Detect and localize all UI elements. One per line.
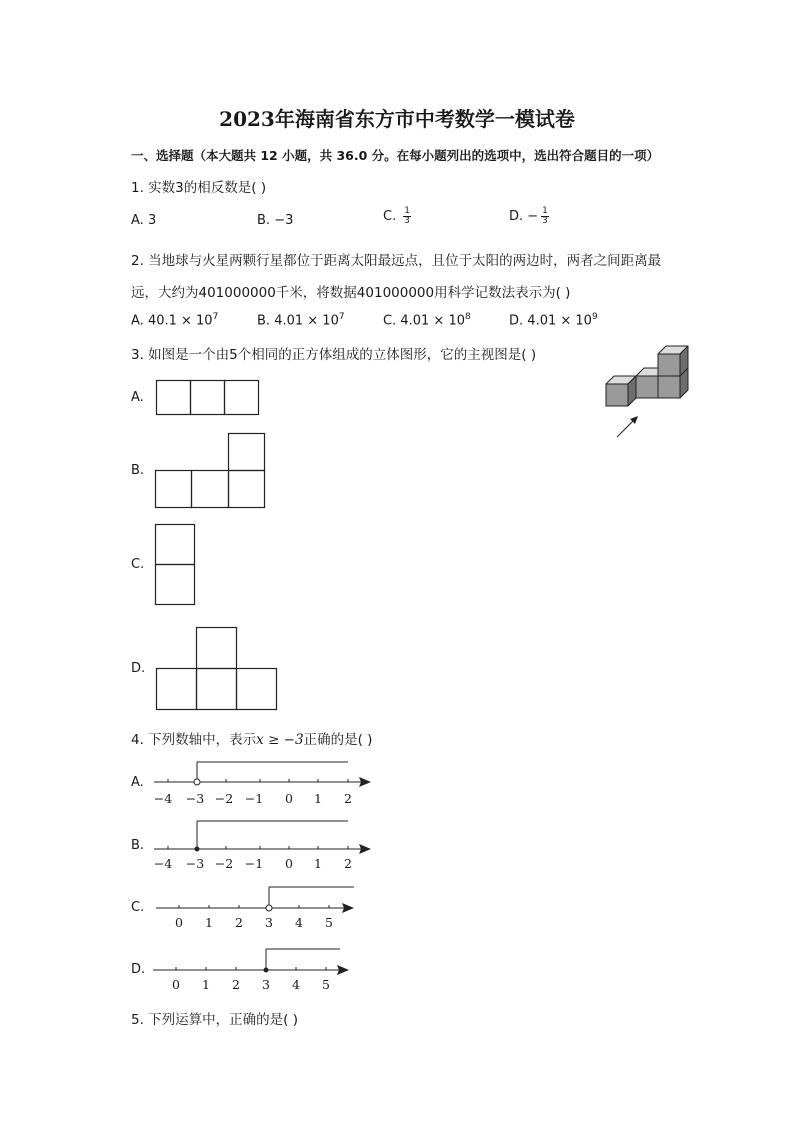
tick-label: 4 <box>292 977 300 992</box>
q1-option-b <box>257 213 293 228</box>
question-2-line-2: 远，大约为401000000千米，将数据401000000用科学记数法表示为( ) <box>131 285 571 301</box>
tick-label: 1 <box>314 856 322 871</box>
q3-option-c-view <box>155 524 197 606</box>
stem-text: 4. 下列数轴中，表示 <box>131 732 257 748</box>
option-label: B. <box>257 313 271 329</box>
tick-label: 5 <box>322 977 330 992</box>
q4-option-a-number-line <box>150 758 375 808</box>
q3-option-b-view <box>155 433 266 509</box>
option-exponent: 7 <box>338 312 345 322</box>
q1-option-a <box>131 213 156 228</box>
tick-label: −4 <box>153 856 173 871</box>
q3-option-d-view <box>156 627 278 711</box>
q2-option-c <box>383 312 471 328</box>
tick-label: 3 <box>265 915 273 930</box>
tick-label: −1 <box>244 856 264 871</box>
q3-option-c-label: C. <box>131 557 145 572</box>
fraction <box>541 207 548 226</box>
tick-label: −3 <box>185 791 205 806</box>
option-label: A. <box>131 213 144 228</box>
tick-label: 0 <box>172 977 180 992</box>
page-title: 2023年海南省东方市中考数学一模试卷 <box>219 107 575 131</box>
question-1-stem: 1. 实数3的相反数是( ) <box>131 180 267 196</box>
tick-label: 4 <box>295 915 303 930</box>
q2-option-a <box>131 312 218 328</box>
option-exponent: 7 <box>212 312 219 322</box>
tick-label: 1 <box>205 915 213 930</box>
tick-label: −2 <box>214 791 234 806</box>
tick-label: 2 <box>235 915 243 930</box>
option-base: 4.01 × 10 <box>274 313 339 329</box>
fraction <box>403 207 410 226</box>
tick-label: 0 <box>175 915 183 930</box>
q2-option-b <box>257 312 345 328</box>
question-5-stem: 5. 下列运算中，正确的是( ) <box>131 1012 298 1028</box>
q4-option-c-number-line <box>150 884 360 934</box>
fraction-numerator: 1 <box>404 206 410 216</box>
fraction-numerator: 1 <box>542 206 548 216</box>
question-3-stem: 3. 如图是一个由5个相同的正方体组成的立体图形，它的主视图是( ) <box>131 347 537 363</box>
q2-option-d <box>509 312 598 328</box>
fraction-denominator: 3 <box>542 216 548 226</box>
q4-option-b-label: B. <box>131 838 145 853</box>
q4-option-c-label: C. <box>131 900 145 915</box>
tick-label: −4 <box>153 791 173 806</box>
cube-solid-figure <box>598 342 698 442</box>
option-value: 3 <box>147 213 157 228</box>
option-label: A. <box>131 313 144 329</box>
minus-sign: − <box>527 209 539 224</box>
tick-label: 3 <box>262 977 270 992</box>
option-base: 4.01 × 10 <box>400 313 466 329</box>
tick-label: 0 <box>285 856 293 871</box>
section-heading: 一、选择题（本大题共 12 小题，共 36.0 分。在每小题列出的选项中，选出符合题目的一项） <box>131 148 660 163</box>
option-base: 40.1 × 10 <box>147 313 213 329</box>
tick-label: 2 <box>232 977 240 992</box>
option-label: D. <box>509 209 524 224</box>
tick-label: 1 <box>314 791 322 806</box>
tick-label: 2 <box>344 791 352 806</box>
fraction-denominator: 3 <box>404 216 410 226</box>
option-value: −3 <box>274 213 294 228</box>
option-label: C. <box>383 209 397 224</box>
q4-option-b-number-line <box>150 819 375 869</box>
option-label: C. <box>383 313 397 329</box>
option-label: D. <box>509 313 524 329</box>
tick-label: 2 <box>344 856 352 871</box>
tick-label: −2 <box>214 856 234 871</box>
q4-option-d-number-line <box>150 946 360 996</box>
tick-label: 0 <box>285 791 293 806</box>
q4-option-a-label: A. <box>131 775 144 790</box>
stem-text: 正确的是( ) <box>303 732 373 748</box>
option-base: 4.01 × 10 <box>527 313 592 329</box>
q3-option-d-label: D. <box>131 661 146 676</box>
option-exponent: 9 <box>591 312 598 322</box>
option-label: B. <box>257 213 271 228</box>
tick-label: −1 <box>244 791 264 806</box>
q1-option-c <box>383 207 411 226</box>
question-2-line-1: 2. 当地球与火星两颗行星都位于距离太阳最远点，且位于太阳的两边时，两者之间距离最 <box>131 253 662 269</box>
q3-option-a-label: A. <box>131 390 144 405</box>
question-4-stem <box>131 728 372 748</box>
q3-option-b-label: B. <box>131 463 145 478</box>
tick-label: 1 <box>202 977 210 992</box>
q1-option-d <box>509 207 549 226</box>
option-exponent: 8 <box>465 312 471 322</box>
q3-option-a-view <box>156 380 260 416</box>
tick-label: −3 <box>185 856 205 871</box>
tick-label: 5 <box>325 915 333 930</box>
q4-option-d-label: D. <box>131 962 146 977</box>
stem-inequality: x ≥ −3 <box>256 732 304 748</box>
